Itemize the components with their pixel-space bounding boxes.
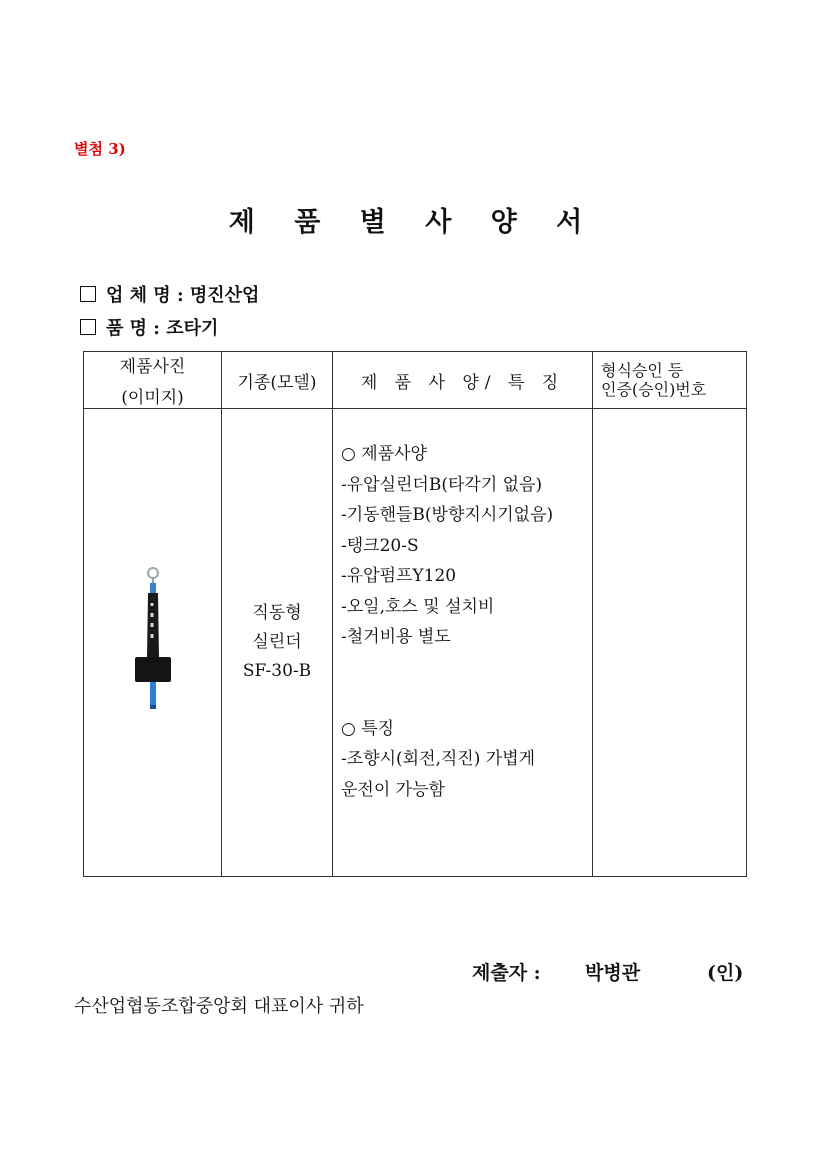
- spec-item: -유압실린더B(타각기 없음): [341, 474, 543, 495]
- feature-item: -조향시(회전,직진) 가볍게: [341, 749, 536, 769]
- company-info: [80, 281, 259, 307]
- submitter-label: 제출자 :: [472, 962, 541, 984]
- company-label: 업 체 명 :: [106, 285, 184, 306]
- spec-item: -기동핸들B(방향지시기없음): [341, 505, 554, 525]
- company-value: 명진산업: [189, 285, 260, 306]
- header-photo: [84, 352, 222, 409]
- table-row: [84, 409, 747, 877]
- header-photo-line1: 제품사진: [119, 357, 186, 377]
- cert-number-cell: [593, 409, 747, 877]
- submitter-name: 박병관: [585, 962, 641, 984]
- model-line: 실린더: [252, 632, 302, 652]
- header-cert-line2: 인증(승인)번호: [601, 380, 707, 399]
- attachment-label: 별첨 3): [74, 140, 126, 158]
- hydraulic-cylinder-image: [128, 565, 178, 715]
- spec-item: -유압펌프Y120: [341, 566, 457, 586]
- feature-item: 운전이 가능함: [341, 779, 445, 800]
- header-spec: 제 품 사 양/ 특 징: [333, 352, 593, 409]
- header-photo-line2: (이미지): [121, 388, 184, 408]
- recipient-line: 수산업협동조합중앙회 대표이사 귀하: [74, 996, 364, 1017]
- feature-heading: ○ 특징: [341, 718, 395, 739]
- product-label: 품 명 :: [106, 318, 160, 339]
- checkbox-square-icon: [80, 286, 96, 302]
- spec-cell: [333, 409, 593, 877]
- checkbox-square-icon: [80, 319, 96, 335]
- spec-item: -오일,호스 및 설치비: [341, 596, 495, 617]
- header-model: 기종(모델): [222, 352, 333, 409]
- spec-item: -철거비용 별도: [341, 627, 451, 647]
- product-info: [80, 314, 218, 340]
- spec-heading: ○ 제품사양: [341, 444, 427, 464]
- header-cert: [593, 352, 747, 409]
- model-line: 직동형: [252, 603, 302, 623]
- table-header-row: [84, 352, 747, 409]
- seal-mark: (인): [707, 962, 744, 984]
- spec-table: [83, 351, 747, 877]
- product-photo-cell: [84, 409, 222, 877]
- header-cert-line1: 형식승인 등: [601, 361, 684, 380]
- model-cell: [222, 409, 333, 877]
- document-title: 제 품 별 사 양 서: [228, 207, 598, 238]
- spec-item: -탱크20-S: [341, 535, 419, 556]
- model-line: SF-30-B: [242, 661, 312, 681]
- product-value: 조타기: [166, 318, 219, 339]
